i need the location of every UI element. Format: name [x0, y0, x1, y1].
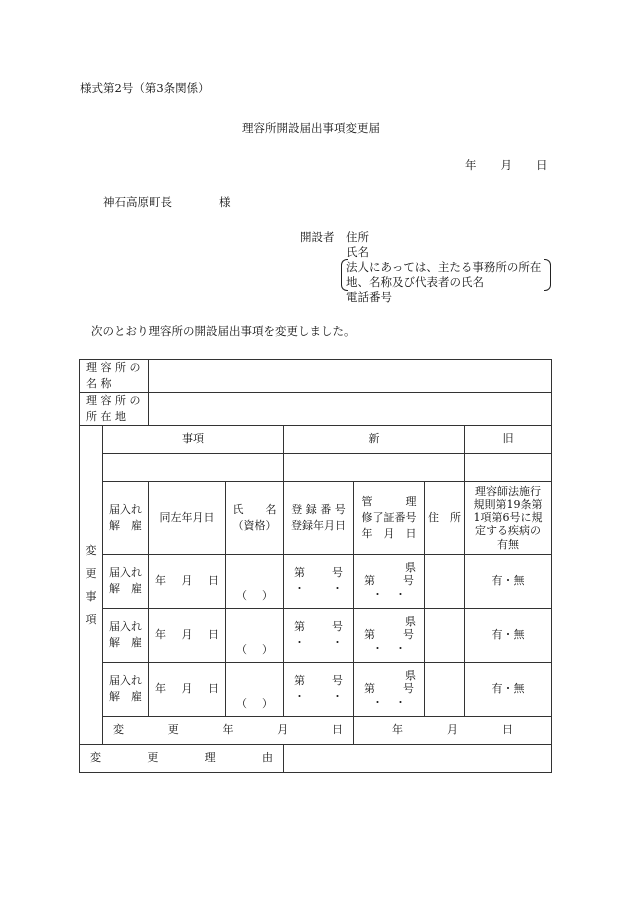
form-number: 様式第2号（第3条関係）: [80, 81, 210, 95]
change-reason-field[interactable]: [284, 744, 552, 772]
row-reg[interactable]: 第 号 ・ ・: [284, 554, 354, 608]
item-blank[interactable]: [103, 453, 284, 481]
h-mgmt: 管 理 修了証番号 年 月 日: [354, 481, 425, 554]
h-notify: 届入れ 解 雇: [103, 481, 149, 554]
facility-location-field[interactable]: [149, 392, 552, 425]
addressee: 神石高原町長: [103, 195, 172, 209]
row-date[interactable]: 年 月 日: [149, 554, 226, 608]
change-date-value[interactable]: 年 月 日: [354, 716, 552, 744]
col-new-header: 新: [284, 425, 465, 453]
row-mgmt[interactable]: 県 第 号 ・ ・: [354, 662, 425, 716]
row-mgmt[interactable]: 県 第 号 ・ ・: [354, 608, 425, 662]
row-name[interactable]: （ ）: [226, 554, 284, 608]
addressee-honorific: 様: [219, 195, 231, 209]
date-line: 年 月 日: [465, 158, 548, 172]
row-notify[interactable]: 届入れ 解 雇: [103, 608, 149, 662]
row-date[interactable]: 年 月 日: [149, 608, 226, 662]
h-addr: 住 所: [425, 481, 465, 554]
new-blank[interactable]: [284, 453, 465, 481]
applicant-label: 開設者: [300, 230, 335, 244]
row-addr[interactable]: [425, 554, 465, 608]
change-form-table: [79, 359, 552, 773]
applicant-note-line2: 地、名称及び代表者の氏名: [346, 275, 484, 289]
applicant-note-line1: 法人にあっては、主たる事務所の所在: [346, 260, 542, 274]
form-title: 理容所開設届出事項変更届: [242, 121, 380, 135]
row-notify[interactable]: 届入れ 解 雇: [103, 662, 149, 716]
row-date[interactable]: 年 月 日: [149, 662, 226, 716]
h-reg: 登 録 番 号 登録年月日: [284, 481, 354, 554]
table-row: [80, 662, 552, 716]
row-addr[interactable]: [425, 608, 465, 662]
row-name[interactable]: （ ）: [226, 608, 284, 662]
applicant-name: 氏名: [346, 245, 369, 259]
table-row: [80, 554, 552, 608]
col-item-header: 事項: [103, 425, 284, 453]
row-yesno[interactable]: 有・無: [465, 608, 552, 662]
change-date-label: 変 更 年 月 日: [103, 716, 354, 744]
row-reg[interactable]: 第 号 ・ ・: [284, 608, 354, 662]
facility-location-label: 理 容 所 の 所 在 地: [80, 392, 149, 425]
body-text: 次のとおり理容所の開設届出事項を変更しました。: [91, 324, 356, 338]
facility-name-field[interactable]: [149, 360, 552, 393]
row-yesno[interactable]: 有・無: [465, 554, 552, 608]
table-row: [80, 608, 552, 662]
row-notify[interactable]: 届入れ 解 雇: [103, 554, 149, 608]
change-items-label: 変 更 事 項: [80, 425, 103, 744]
h-same-date: 同左年月日: [149, 481, 226, 554]
row-addr[interactable]: [425, 662, 465, 716]
h-disease: 理容師法施行 規則第19条第 1項第6号に規 定する疾病の 有無: [465, 481, 552, 554]
row-reg[interactable]: 第 号 ・ ・: [284, 662, 354, 716]
applicant-phone: 電話番号: [346, 290, 392, 304]
row-name[interactable]: （ ）: [226, 662, 284, 716]
change-reason-label: 変 更 理 由: [80, 744, 284, 772]
applicant-address: 住所: [346, 230, 369, 244]
col-old-header: 旧: [465, 425, 552, 453]
h-name: 氏 名 （資格）: [226, 481, 284, 554]
row-yesno[interactable]: 有・無: [465, 662, 552, 716]
row-mgmt[interactable]: 県 第 号 ・ ・: [354, 554, 425, 608]
facility-name-label: 理 容 所 の 名 称: [80, 360, 149, 393]
right-bracket: [544, 259, 551, 291]
old-blank[interactable]: [465, 453, 552, 481]
